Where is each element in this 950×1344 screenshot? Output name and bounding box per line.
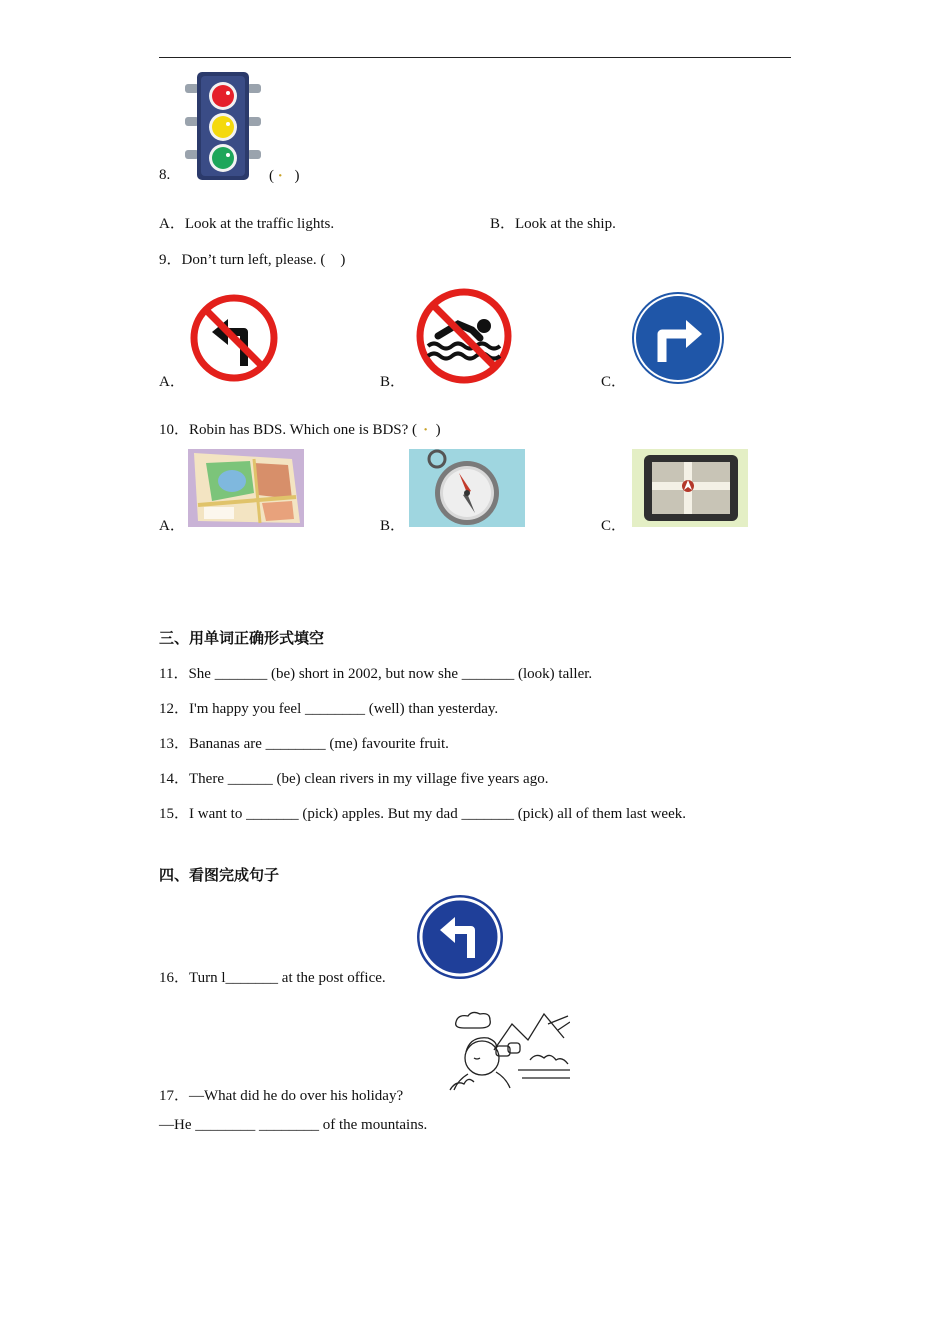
q9-label-c: C． [601,374,627,390]
traffic-light-image [183,72,263,182]
q9-label-b: B． [380,374,406,390]
paper-map-image [188,449,304,527]
q15-text: 15．I want to _______ (pick) apples. But my dad _______ (pick) all of them last week. [159,806,686,822]
q8-option-a: A．Look at the traffic lights. [159,216,335,232]
header-rule [159,57,791,58]
q17-question: 17．—What did he do over his holiday? [159,1088,404,1104]
compass-image [409,449,525,527]
q17-answer-line: —He ________ ________ of the mountains. [159,1117,428,1133]
q8-number: 8. [159,167,171,183]
q8-paren-open: ( [269,168,274,184]
turn-left-sign-image [415,894,505,980]
q8-answer-mark: · [277,168,283,184]
q8-option-b: B．Look at the ship. [490,216,616,232]
section3-heading: 三、用单词正确形式填空 [159,629,325,647]
q10-label-c: C． [601,518,627,534]
q10-answer-mark: · [423,422,429,438]
q8-answer-paren [269,168,300,185]
q11-text: 11．She _______ (be) short in 2002, but now she _______ (look) taller. [159,666,593,682]
q10-paren-close: ) [428,422,441,438]
q10-label-b: B． [380,518,406,534]
gps-navigator-image [632,449,748,527]
q14-text: 14．There ______ (be) clean rivers in my village five years ago. [159,771,549,787]
boy-with-binoculars-image [448,1010,570,1092]
no-left-turn-sign-image [188,292,280,384]
q9-text: 9．Don’t turn left, please. ( ) [159,252,346,268]
q8-paren-close: ) [294,168,300,184]
q16-text: 16．Turn l_______ at the post office. [159,970,386,986]
turn-right-sign-image [630,290,726,386]
no-swimming-sign-image [414,286,514,386]
q13-text: 13．Bananas are ________ (me) favourite fruit. [159,736,449,752]
q12-text: 12．I'm happy you feel ________ (well) than yesterday. [159,701,499,717]
q10-text [159,418,441,439]
q9-label-a: A． [159,374,185,390]
q10-question: 10．Robin has BDS. Which one is BDS? ( [159,422,418,438]
q10-label-a: A． [159,518,185,534]
section4-heading: 四、看图完成句子 [159,866,280,884]
